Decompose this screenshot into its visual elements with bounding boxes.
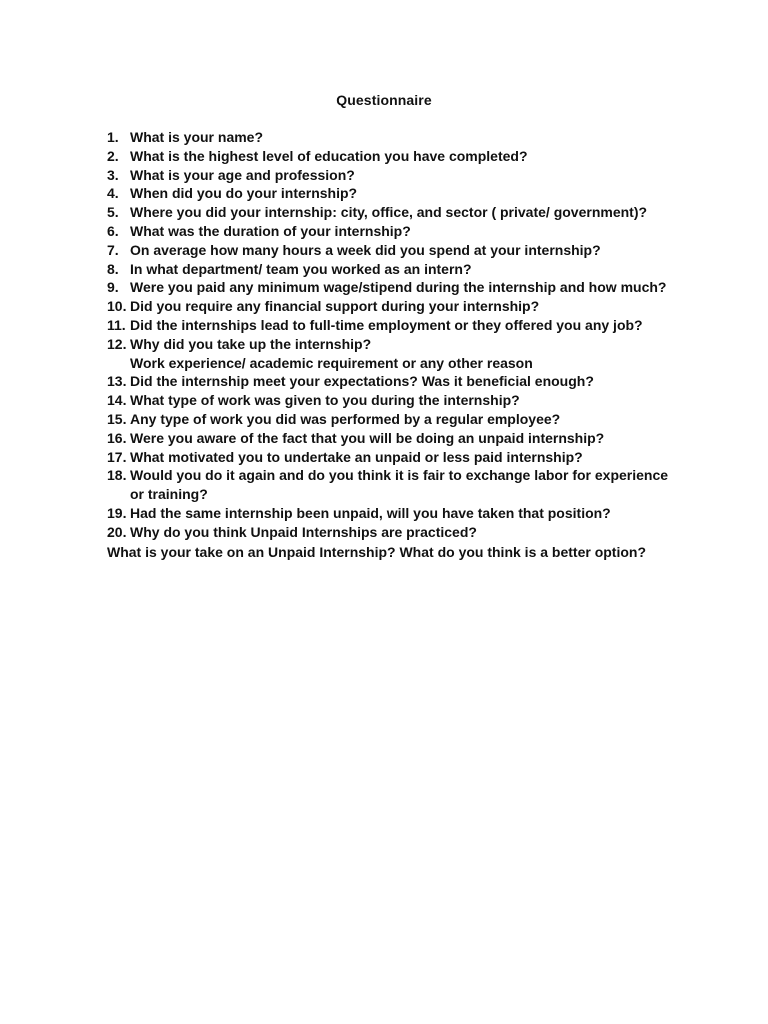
question-text xyxy=(130,335,687,373)
question-number: 11. xyxy=(107,316,126,333)
question-text xyxy=(130,241,687,260)
question-number: 19. xyxy=(107,504,127,521)
question-item xyxy=(107,429,687,448)
question-line: Any type of work you did was performed by a regular employee? xyxy=(130,410,561,427)
question-text xyxy=(130,523,687,542)
question-line: Why did you take up the internship? xyxy=(130,335,372,352)
question-number: 1. xyxy=(107,129,119,145)
question-item xyxy=(107,335,687,373)
question-number: 2. xyxy=(107,147,119,164)
question-number: 15. xyxy=(107,410,127,427)
question-line: Were you aware of the fact that you will be doing an unpaid internship? xyxy=(130,429,605,446)
question-number: 14. xyxy=(107,392,127,409)
question-item xyxy=(107,260,687,279)
question-text xyxy=(130,410,687,429)
question-item xyxy=(107,391,687,410)
question-item xyxy=(107,203,687,222)
question-text xyxy=(130,184,687,203)
question-number: 6. xyxy=(107,222,119,239)
question-continuation-line: Work experience/ academic requirement or any other reason xyxy=(130,354,533,371)
question-number: 12. xyxy=(107,335,127,352)
question-number: 5. xyxy=(107,204,119,221)
question-text xyxy=(130,448,687,467)
question-number: 18. xyxy=(107,467,127,484)
question-line: Did the internships lead to full-time employment or they offered you any job? xyxy=(130,316,643,333)
question-text xyxy=(130,222,687,241)
question-line: Were you paid any minimum wage/stipend during the internship and how much? xyxy=(130,279,667,296)
question-number: 20. xyxy=(107,523,127,540)
question-line: What motivated you to undertake an unpaid or less paid internship? xyxy=(130,448,583,465)
question-number: 8. xyxy=(107,260,119,277)
question-line: On average how many hours a week did you spend at your internship? xyxy=(130,241,601,258)
question-text xyxy=(130,429,687,448)
question-line: What is your age and profession? xyxy=(130,166,355,183)
question-text xyxy=(130,166,687,185)
question-list xyxy=(107,128,687,542)
question-text xyxy=(130,128,687,147)
question-text xyxy=(130,372,687,391)
question-item xyxy=(107,147,687,166)
question-text xyxy=(130,466,687,504)
question-line: Where you did your internship: city, office, and sector ( private/ government)? xyxy=(130,204,648,221)
question-item xyxy=(107,297,687,316)
question-line: Did you require any financial support during your internship? xyxy=(130,298,540,315)
question-line: In what department/ team you worked as an intern? xyxy=(130,260,472,277)
question-line: Why do you think Unpaid Internships are practiced? xyxy=(130,523,477,540)
question-text xyxy=(130,391,687,410)
question-item xyxy=(107,523,687,542)
question-number: 13. xyxy=(107,373,127,390)
question-item xyxy=(107,184,687,203)
question-continuation-line: or training? xyxy=(130,486,208,503)
question-number: 4. xyxy=(107,185,119,202)
question-number: 9. xyxy=(107,279,119,296)
question-item xyxy=(107,128,687,147)
question-item xyxy=(107,466,687,504)
question-line: What is your name? xyxy=(130,129,264,145)
question-item xyxy=(107,166,687,185)
question-text xyxy=(130,504,687,523)
question-number: 16. xyxy=(107,429,127,446)
question-text xyxy=(130,260,687,279)
question-text xyxy=(130,316,687,335)
question-line: What was the duration of your internship? xyxy=(130,222,411,239)
question-line: What is the highest level of education you have completed? xyxy=(130,147,528,164)
question-number: 17. xyxy=(107,448,127,465)
question-line: What type of work was given to you during the internship? xyxy=(130,392,520,409)
question-line: Would you do it again and do you think it is fair to exchange labor for experience xyxy=(130,467,669,484)
closing-question: What is your take on an Unpaid Internship? What do you think is a better option? xyxy=(107,544,647,560)
question-item xyxy=(107,504,687,523)
page-title: Questionnaire xyxy=(336,92,432,108)
question-text xyxy=(130,203,687,222)
question-item xyxy=(107,222,687,241)
question-number: 10. xyxy=(107,298,127,315)
question-item xyxy=(107,448,687,467)
question-number: 7. xyxy=(107,241,119,258)
question-text xyxy=(130,147,687,166)
question-item xyxy=(107,410,687,429)
question-item xyxy=(107,241,687,260)
question-line: When did you do your internship? xyxy=(130,185,358,202)
question-item xyxy=(107,278,687,297)
question-text xyxy=(130,297,687,316)
question-number: 3. xyxy=(107,166,119,183)
question-item xyxy=(107,316,687,335)
question-line: Had the same internship been unpaid, will you have taken that position? xyxy=(130,504,611,521)
question-line: Did the internship meet your expectations? Was it beneficial enough? xyxy=(130,373,594,390)
question-item xyxy=(107,372,687,391)
question-text xyxy=(130,278,687,297)
